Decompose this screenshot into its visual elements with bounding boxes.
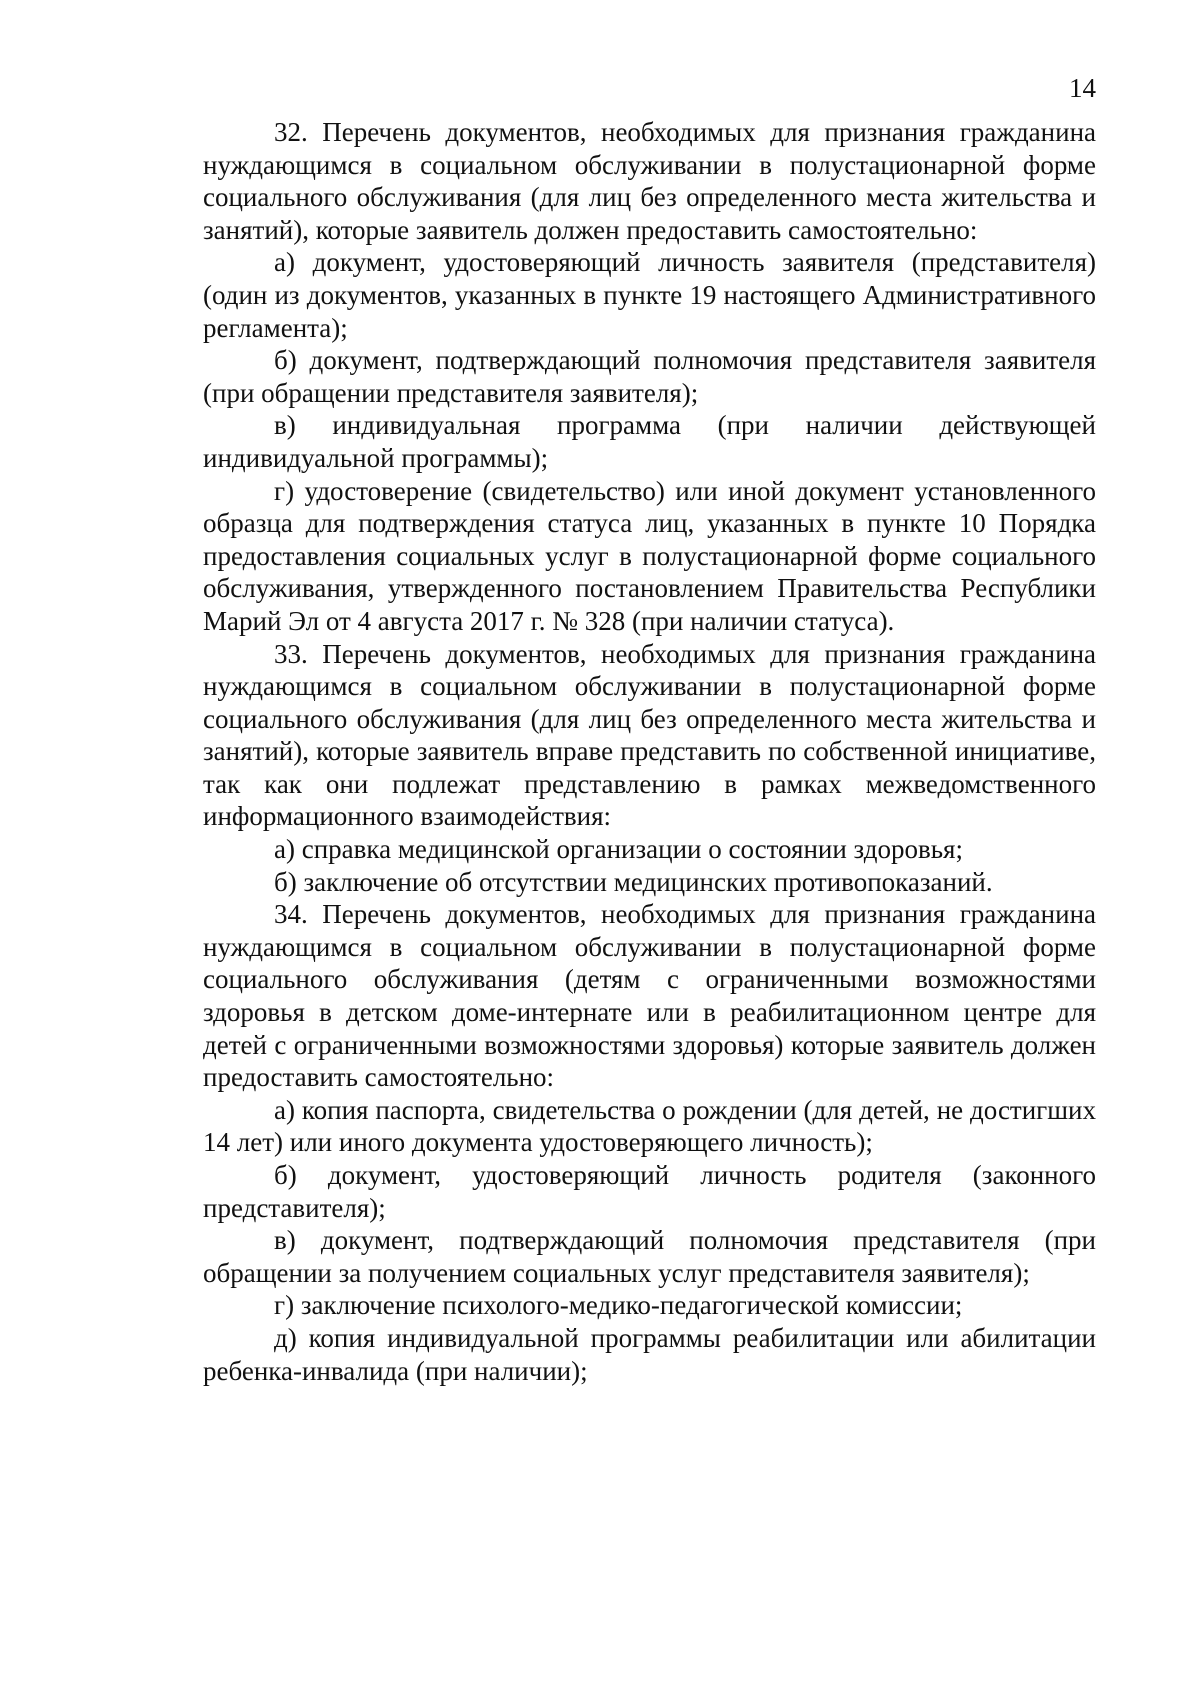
paragraph-32-heading: 32. Перечень документов, необходимых для признания гражданина нуждающимся в социальном обслуживании в полустационарной форме социального обслуживания (для лиц без определенного места жительства и занятий), которые заявитель должен предоставить самостоятельно: [203, 117, 1096, 245]
page-number: 14 [1069, 73, 1096, 103]
paragraph-33-heading: 33. Перечень документов, необходимых для признания гражданина нуждающимся в социальном обслуживании в полустационарной форме социального обслуживания (для лиц без определенного места жительства и занятий), которые заявитель вправе представить по собственной инициативе, так как они подлежат представлению в рамках межведомственного информационного взаимодействия: [203, 638, 1096, 832]
paragraph-32-item-g: г) удостоверение (свидетельство) или иной документ установленного образца для подтверждения статуса лиц, указанных в пункте 10 Порядка предоставления социальных услуг в полустационарной форме социального обслуживания, утвержденного постановлением Правительства Республики Марий Эл от 4 августа 2017 г. № 328 (при наличии статуса). [203, 475, 1096, 636]
paragraph-32-item-a: а) документ, удостоверяющий личность заявителя (представителя) (один из документов, указанных в пункте 19 настоящего Административного регламента); [203, 247, 1096, 343]
paragraph-34-item-v: в) документ, подтверждающий полномочия представителя (при обращении за получением социальных услуг представителя заявителя); [203, 1225, 1096, 1288]
paragraph-33-item-b: б) заключение об отсутствии медицинских противопоказаний. [274, 866, 993, 897]
paragraph-34-item-b: б) документ, удостоверяющий личность родителя (законного представителя); [203, 1160, 1096, 1223]
paragraph-34-item-g: г) заключение психолого-медико-педагогической комиссии; [274, 1290, 963, 1321]
paragraph-34-heading: 34. Перечень документов, необходимых для признания гражданина нуждающимся в социальном обслуживании в полустационарной форме социального обслуживания (детям с ограниченными возможностями здоровья в детском доме-интернате или в реабилитационном центре для детей с ограниченными возможностями здоровья) которые заявитель должен предоставить самостоятельно: [203, 899, 1096, 1093]
paragraph-34-item-d: д) копия индивидуальной программы реабилитации или абилитации ребенка-инвалида (при наличии); [203, 1322, 1096, 1386]
paragraph-32-item-b: б) документ, подтверждающий полномочия представителя заявителя (при обращении представителя заявителя); [203, 345, 1096, 408]
document-body [203, 116, 1096, 1387]
paragraph-32-item-v: в) индивидуальная программа (при наличии действующей индивидуальной программы); [203, 410, 1096, 473]
paragraph-34-item-a: а) копия паспорта, свидетельства о рождении (для детей, не достигших 14 лет) или иного документа удостоверяющего личность); [203, 1094, 1096, 1158]
paragraph-33-item-a: а) справка медицинской организации о состоянии здоровья; [274, 834, 963, 865]
